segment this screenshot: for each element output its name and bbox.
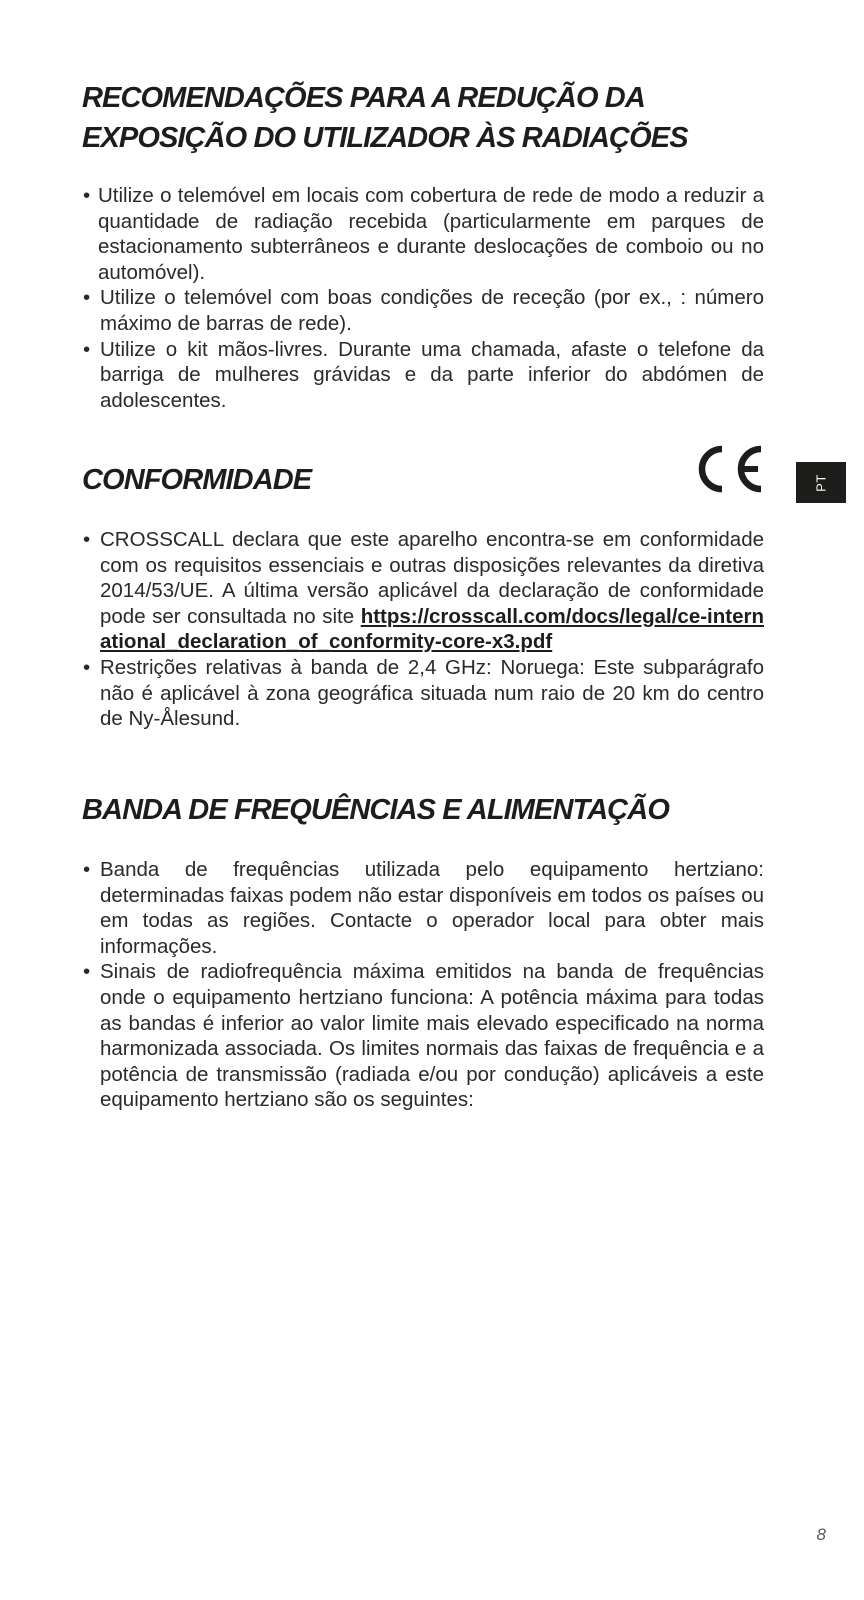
bullet-icon: • (83, 960, 91, 984)
conformity-list (82, 527, 764, 732)
list-item: • Utilize o kit mãos-livres. Durante uma chamada, afaste o telefone da barriga de mulheres grávidas e da parte inferior do abdómen de adolescentes. (83, 337, 764, 412)
list-item: • Sinais de radiofrequência máxima emitidos na banda de frequências onde o equipamento hertziano funciona: A potência máxima para todas as bandas é inferior ao valor limite mais elevado especificado na norma harmonizada associada. Os limites normais das faixas de frequência e a potência de transmissão (radiada e/ou por condução) aplicáveis a este equipamento hertziano são os seguintes: (83, 960, 764, 1112)
bullet-icon: • (83, 286, 91, 310)
bullet-icon: • (83, 337, 91, 361)
section-title-frequency: BANDA DE FREQUÊNCIAS E ALIMENTAÇÃO (82, 794, 669, 826)
frequency-list (82, 857, 764, 1113)
section-title-radiation (82, 78, 688, 158)
list-item: • Utilize o telemóvel em locais com cobertura de rede de modo a reduzir a quantidade de radiação recebida (particularmente em parques de estacionamento subterrâneos e durante deslocações de comboio ou no automóvel). (83, 184, 764, 284)
list-item: • Utilize o telemóvel com boas condições de receção (por ex., : número máximo de barras de rede). (83, 286, 764, 335)
list-item: • Restrições relativas à banda de 2,4 GHz: Noruega: Este subparágrafo não é aplicável à zona geográfica situada num raio de 20 km do centro de Ny-Ålesund. (83, 655, 764, 731)
language-tab (796, 462, 846, 503)
section-title-conformity: CONFORMIDADE (82, 464, 312, 496)
page-number: 8 (816, 1525, 826, 1544)
language-tab-label: PT (813, 473, 829, 492)
section-title-radiation-line1: RECOMENDAÇÕES PARA A REDUÇÃO DA (82, 82, 645, 114)
bullet-icon: • (83, 184, 91, 207)
bullet-icon: • (83, 528, 91, 551)
declaration-of-conformity-link[interactable]: https://crosscall.com/docs/legal/ce-international_declaration_of_conformity-core-x3.pdf (100, 604, 764, 654)
bullet-icon: • (83, 655, 91, 679)
list-item: • Banda de frequências utilizada pelo equipamento hertziano: determinadas faixas podem não estar disponíveis em todos os países ou em todas as regiões. Contacte o operador local para obter mais informações. (83, 858, 764, 958)
section-title-radiation-line2: EXPOSIÇÃO DO UTILIZADOR ÀS RADIAÇÕES (82, 122, 688, 154)
radiation-recommendations-list (82, 183, 764, 413)
ce-mark-icon (694, 444, 766, 494)
list-item: • CROSSCALL declara que este aparelho encontra-se em conformidade com os requisitos essenciais e outras disposições relevantes da diretiva 2014/53/UE. A última versão aplicável da declaração de conformidade pode ser consultada no site https://crosscall.com/docs/legal/ce-international_declaration_of_conformity-core-x3.pdf (83, 528, 764, 654)
bullet-icon: • (83, 858, 91, 881)
